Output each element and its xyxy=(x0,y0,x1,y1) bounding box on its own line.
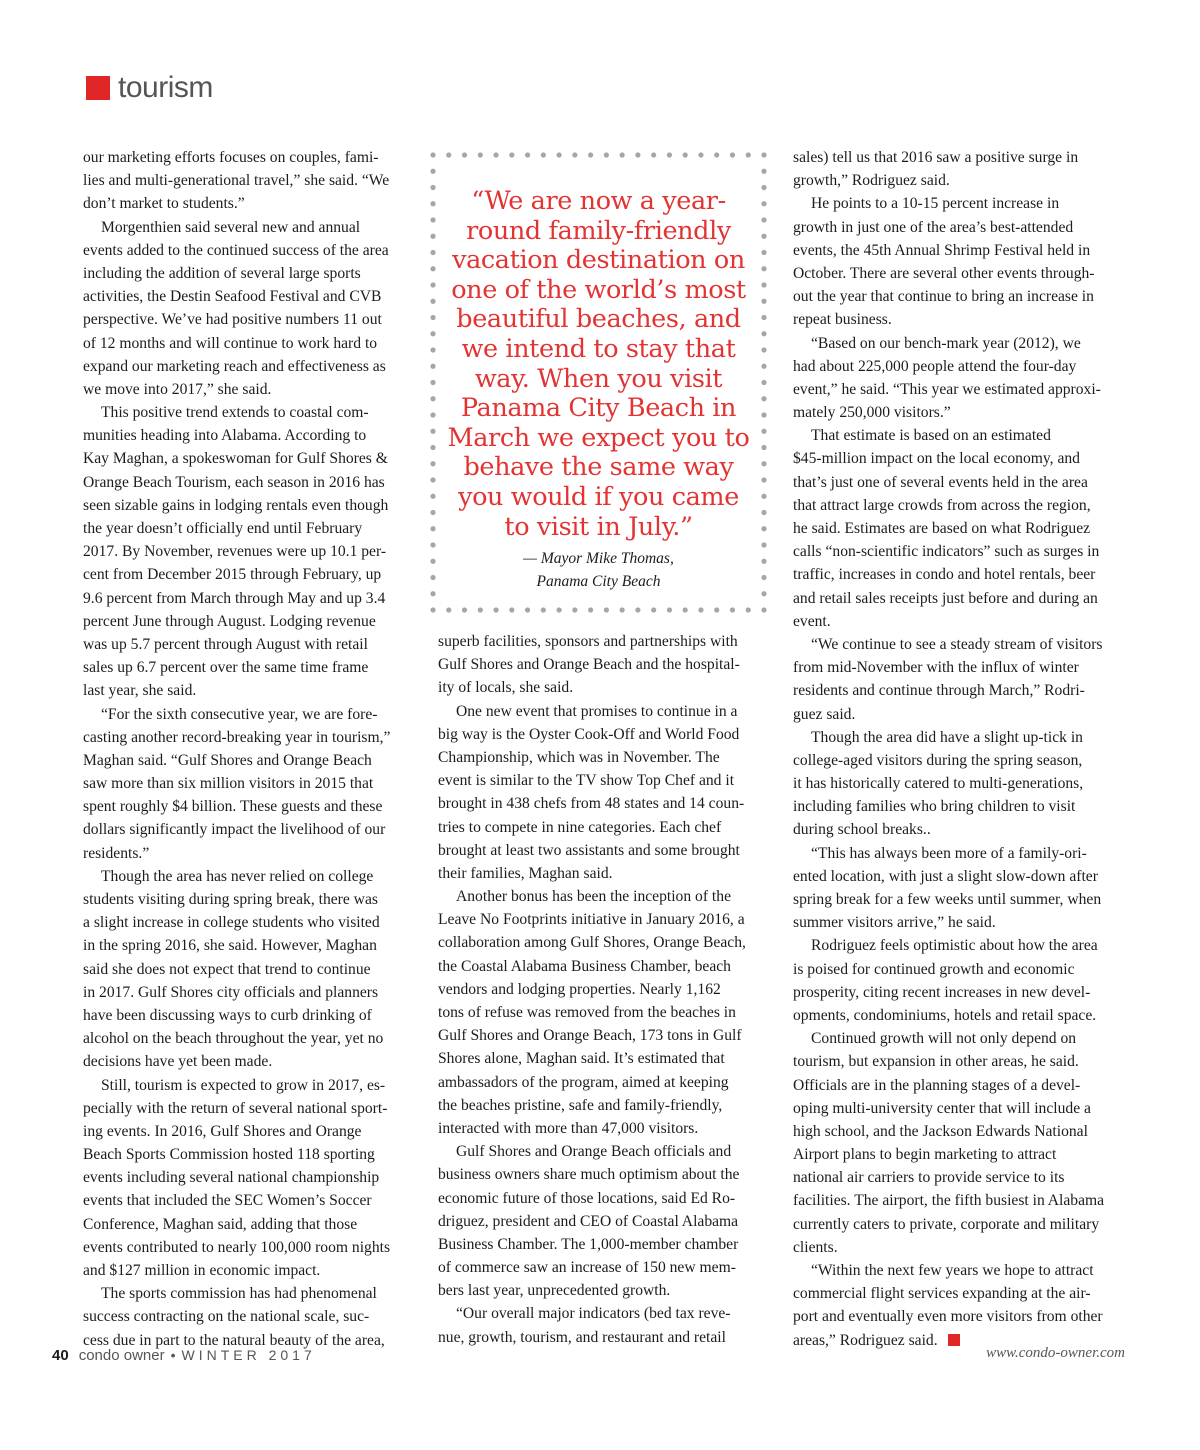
text-line: “Within the next few years we hope to attract xyxy=(811,1262,1094,1279)
article-column-1 xyxy=(83,146,413,1352)
text-line: oping multi-university center that will include a xyxy=(793,1099,1091,1117)
website-url: www.condo-owner.com xyxy=(986,1345,1125,1361)
text-line: traffic, increases in condo and hotel rentals, beer xyxy=(793,566,1096,584)
text-line: currently caters to private, corporate and military xyxy=(793,1215,1100,1233)
text-line: cess due in part to the natural beauty of the area, xyxy=(83,1331,385,1349)
text-line: opments, condominiums, hotels and retail space. xyxy=(793,1006,1097,1024)
text-line: brought at least two assistants and some brought xyxy=(438,841,740,859)
text-line: was up 5.7 percent through August with retail xyxy=(83,635,368,653)
text-line: Another bonus has been the inception of the xyxy=(456,888,731,906)
pull-quote xyxy=(427,149,770,616)
text-line: expand our marketing reach and effectiveness as xyxy=(83,357,386,375)
text-line: areas,” Rodriguez said. xyxy=(793,1329,1123,1352)
text-line: high school, and the Jackson Edwards National xyxy=(793,1122,1088,1140)
text-line: the beaches pristine, safe and family-friendly, xyxy=(438,1096,723,1114)
text-line: facilities. The airport, the fifth busiest in Alabama xyxy=(793,1192,1105,1210)
text-line: including families who bring children to visit xyxy=(793,798,1076,816)
text-line: ambassadors of the program, aimed at keeping xyxy=(438,1073,729,1091)
text-line: events contributed to nearly 100,000 room nights xyxy=(83,1238,391,1256)
text-line: One new event that promises to continue in a xyxy=(456,702,738,720)
text-line: “We continue to see a steady stream of visitors xyxy=(811,635,1103,653)
text-line: it has historically catered to multi-generations, xyxy=(793,775,1084,793)
text-line: the Coastal Alabama Business Chamber, beach xyxy=(438,957,731,975)
text-line: had about 225,000 people attend the four-day xyxy=(793,357,1077,375)
footer-folio xyxy=(52,1347,316,1364)
text-line: Gulf Shores and Orange Beach and the hospital- xyxy=(438,656,740,674)
text-line: Conference, Maghan said, adding that those xyxy=(83,1215,358,1233)
text-line: commercial flight services expanding at the air- xyxy=(793,1285,1091,1303)
text-line: Shores alone, Maghan said. It’s estimated that xyxy=(438,1050,725,1068)
text-line: Rodriguez feels optimistic about how the area xyxy=(811,937,1098,955)
text-line: ing events. In 2016, Gulf Shores and Orange xyxy=(83,1122,362,1140)
text-line: the year doesn’t officially end until February xyxy=(83,520,363,537)
text-line: out the year that continue to bring an increase in xyxy=(793,288,1094,306)
text-line: port and eventually even more visitors from other xyxy=(793,1308,1103,1326)
text-line: “This has always been more of a family-ori- xyxy=(811,844,1087,862)
article-column-3 xyxy=(793,146,1123,1352)
text-line: “For the sixth consecutive year, we are fore- xyxy=(101,705,378,723)
text-line: during school breaks.. xyxy=(793,821,931,839)
text-line: students visiting during spring break, there was xyxy=(83,891,378,908)
text-line: “Our overall major indicators (bed tax reve- xyxy=(456,1305,731,1323)
text-line: Airport plans to begin marketing to attract xyxy=(793,1146,1057,1164)
text-line: residents and continue through March,” Rodri- xyxy=(793,682,1085,700)
text-line: driguez, president and CEO of Coastal Alabama xyxy=(438,1212,739,1230)
text-line: growth in just one of the area’s best-attended xyxy=(793,218,1074,236)
text-line: last year, she said. xyxy=(83,682,197,700)
text-line: their families, Maghan said. xyxy=(438,864,613,882)
text-line: Kay Maghan, a spokeswoman for Gulf Shores & xyxy=(83,450,388,468)
text-line: from mid-November with the influx of winter xyxy=(793,659,1079,677)
text-line: Morgenthien said several new and annual xyxy=(101,218,361,236)
text-line: a slight increase in college students who visited xyxy=(83,914,380,932)
text-line: Officials are in the planning stages of a devel- xyxy=(793,1076,1081,1094)
attribution-place: Panama City Beach xyxy=(536,573,661,590)
text-line: including the addition of several large sports xyxy=(83,264,361,282)
attribution-name: — Mayor Mike Thomas, xyxy=(523,550,674,567)
end-of-article-mark xyxy=(948,1334,960,1346)
pull-quote-text xyxy=(441,187,756,542)
page-number: 40 xyxy=(52,1347,69,1364)
pull-quote-line: March we expect you to xyxy=(447,422,750,453)
pull-quote-line: to visit in July.” xyxy=(504,511,693,542)
text-line: Though the area has never relied on college xyxy=(101,867,374,885)
text-line: event,” he said. “This year we estimated approxi- xyxy=(793,380,1101,398)
text-line: decisions have yet been made. xyxy=(83,1053,273,1071)
text-line: event. xyxy=(793,612,831,630)
text-line: event is similar to the TV show Top Chef and it xyxy=(438,772,735,790)
text-line: bers last year, unprecedented growth. xyxy=(438,1282,671,1300)
text-line: events including several national championship xyxy=(83,1169,380,1187)
text-line: is poised for continued growth and economic xyxy=(793,960,1075,978)
text-line: Orange Beach Tourism, each season in 2016 has xyxy=(83,473,385,491)
text-line: of commerce saw an increase of 150 new mem- xyxy=(438,1259,736,1277)
text-line: spring break for a few weeks until summer, when xyxy=(793,891,1102,908)
text-line: munities heading into Alabama. According to xyxy=(83,427,367,445)
pull-quote-line: we intend to stay that xyxy=(461,333,736,364)
text-line: tourism, but expansion in other areas, he said. xyxy=(793,1053,1079,1071)
pull-quote-line: round family-friendly xyxy=(466,215,731,246)
text-line: cent from December 2015 through February, up xyxy=(83,566,382,584)
text-line: 2017. By November, revenues were up 10.1 per- xyxy=(83,543,387,561)
text-line: spent roughly $4 billion. These guests and these xyxy=(83,798,383,816)
text-line: our marketing efforts focuses on couples, fami- xyxy=(83,149,379,166)
folio-bullet: • xyxy=(170,1347,176,1363)
text-line: percent June through August. Lodging revenue xyxy=(83,612,376,630)
text-line: nue, growth, tourism, and restaurant and retail xyxy=(438,1328,726,1346)
text-line: clients. xyxy=(793,1238,838,1256)
text-line: superb facilities, sponsors and partnerships with xyxy=(438,633,738,650)
text-line: growth,” Rodriguez said. xyxy=(793,172,950,190)
text-line: lies and multi-generational travel,” she said. “We xyxy=(83,172,390,190)
text-line: in 2017. Gulf Shores city officials and planners xyxy=(83,983,379,1001)
text-line: summer visitors arrive,” he said. xyxy=(793,914,996,932)
text-line: in the spring 2016, she said. However, Maghan xyxy=(83,937,377,955)
section-label: tourism xyxy=(118,71,213,104)
pull-quote-attribution xyxy=(441,547,756,593)
section-header xyxy=(86,70,213,106)
pull-quote-line: Panama City Beach in xyxy=(460,393,737,424)
text-line: casting another record-breaking year in tourism,” xyxy=(83,728,391,746)
text-line: prosperity, citing recent increases in new devel- xyxy=(793,983,1091,1001)
section-marker xyxy=(86,76,110,100)
text-line: $45-million impact on the local economy, and xyxy=(793,450,1080,468)
text-line: don’t market to students.” xyxy=(83,195,245,213)
magazine-name: condo owner xyxy=(78,1347,165,1364)
text-line: Championship, which was in November. The xyxy=(438,748,720,766)
text-line: October. There are several other events through- xyxy=(793,264,1095,282)
text-line: events, the 45th Annual Shrimp Festival held in xyxy=(793,241,1091,259)
text-line: Continued growth will not only depend on xyxy=(811,1030,1077,1048)
text-line: saw more than six million visitors in 2015 that xyxy=(83,775,374,793)
text-line: and $127 million in economic impact. xyxy=(83,1262,321,1279)
text-line: have been discussing ways to curb drinking of xyxy=(83,1006,372,1024)
text-line: ity of locals, she said. xyxy=(438,679,574,697)
text-line: economic future of those locations, said Ed Ro- xyxy=(438,1189,736,1207)
text-line: events added to the continued success of the area xyxy=(83,241,389,259)
text-line: college-aged visitors during the spring season, xyxy=(793,751,1083,769)
text-line: Beach Sports Commission hosted 118 sporting xyxy=(83,1146,375,1164)
text-line: interacted with more than 47,000 visitors. xyxy=(438,1119,699,1137)
text-line: brought in 438 chefs from 48 states and 14 coun- xyxy=(438,795,745,813)
text-line: Still, tourism is expected to grow in 2017, es- xyxy=(101,1076,386,1094)
text-line: vendors and lodging properties. Nearly 1,162 xyxy=(438,980,721,998)
text-line: dollars significantly impact the livelihood of our xyxy=(83,821,386,839)
text-line: alcohol on the beach throughout the year, yet no xyxy=(83,1030,384,1048)
text-line: events that included the SEC Women’s Soccer xyxy=(83,1192,372,1210)
pull-quote-line: vacation destination on xyxy=(452,245,745,276)
text-line: Leave No Footprints initiative in January 2016, a xyxy=(438,911,745,929)
text-line: residents.” xyxy=(83,844,150,862)
text-line: said she does not expect that trend to continue xyxy=(83,960,371,978)
pull-quote-line: you would if you came xyxy=(458,481,739,512)
text-line: 9.6 percent from March through May and up 3.4 xyxy=(83,589,386,607)
text-line: we move into 2017,” she said. xyxy=(83,380,272,398)
text-line: Gulf Shores and Orange Beach officials and xyxy=(456,1143,732,1161)
text-line: of 12 months and will continue to work hard to xyxy=(83,334,378,352)
text-line: repeat business. xyxy=(793,311,892,329)
text-line: pecially with the return of several national sport- xyxy=(83,1099,388,1117)
text-line: Gulf Shores and Orange Beach, 173 tons in Gulf xyxy=(438,1027,742,1045)
text-line: “Based on our bench-mark year (2012), we xyxy=(811,334,1081,352)
text-line: tons of refuse was removed from the beaches in xyxy=(438,1004,736,1021)
text-line: Business Chamber. The 1,000-member chamber xyxy=(438,1235,739,1253)
text-line: business owners share much optimism about the xyxy=(438,1166,740,1184)
text-line: he said. Estimates are based on what Rodriguez xyxy=(793,520,1091,537)
text-line: big way is the Oyster Cook-Off and World Food xyxy=(438,725,740,743)
text-line: The sports commission has had phenomenal xyxy=(101,1285,377,1303)
text-line: and retail sales receipts just before and during an xyxy=(793,589,1098,607)
pull-quote-line: beautiful beaches, and xyxy=(456,304,741,335)
pull-quote-line: one of the world’s most xyxy=(451,274,746,305)
text-line: collaboration among Gulf Shores, Orange Beach, xyxy=(438,934,746,952)
issue-date: WINTER 2017 xyxy=(181,1347,316,1363)
text-line: mately 250,000 visitors.” xyxy=(793,404,951,422)
pull-quote-line: behave the same way xyxy=(463,452,734,483)
text-line: seen sizable gains in lodging rentals even though xyxy=(83,496,389,514)
text-line: sales up 6.7 percent over the same time frame xyxy=(83,659,369,677)
article-column-2 xyxy=(438,630,768,1349)
pull-quote-line: way. When you visit xyxy=(474,363,723,394)
text-line: Though the area did have a slight up-tick in xyxy=(811,728,1083,746)
text-line: that’s just one of several events held in the area xyxy=(793,473,1088,491)
text-line: tries to compete in nine categories. Each chef xyxy=(438,818,722,836)
text-line: sales) tell us that 2016 saw a positive surge in xyxy=(793,149,1079,166)
text-line: Maghan said. “Gulf Shores and Orange Beach xyxy=(83,751,372,769)
text-line: guez said. xyxy=(793,705,856,723)
text-line: calls “non-scientific indicators” such as surges in xyxy=(793,543,1100,561)
text-line: national air carriers to provide service to its xyxy=(793,1169,1065,1187)
pull-quote-line: “We are now a year- xyxy=(471,186,726,216)
text-line: success contracting on the national scale, suc- xyxy=(83,1308,370,1326)
text-line: That estimate is based on an estimated xyxy=(811,427,1051,445)
text-line: ented location, with just a slight slow-down after xyxy=(793,867,1098,885)
text-line: perspective. We’ve had positive numbers 11 out xyxy=(83,311,382,329)
text-line: This positive trend extends to coastal com- xyxy=(101,404,369,422)
text-line: He points to a 10-15 percent increase in xyxy=(811,195,1060,213)
text-line: activities, the Destin Seafood Festival and CVB xyxy=(83,288,382,306)
text-line: that attract large crowds from across the region, xyxy=(793,496,1091,514)
